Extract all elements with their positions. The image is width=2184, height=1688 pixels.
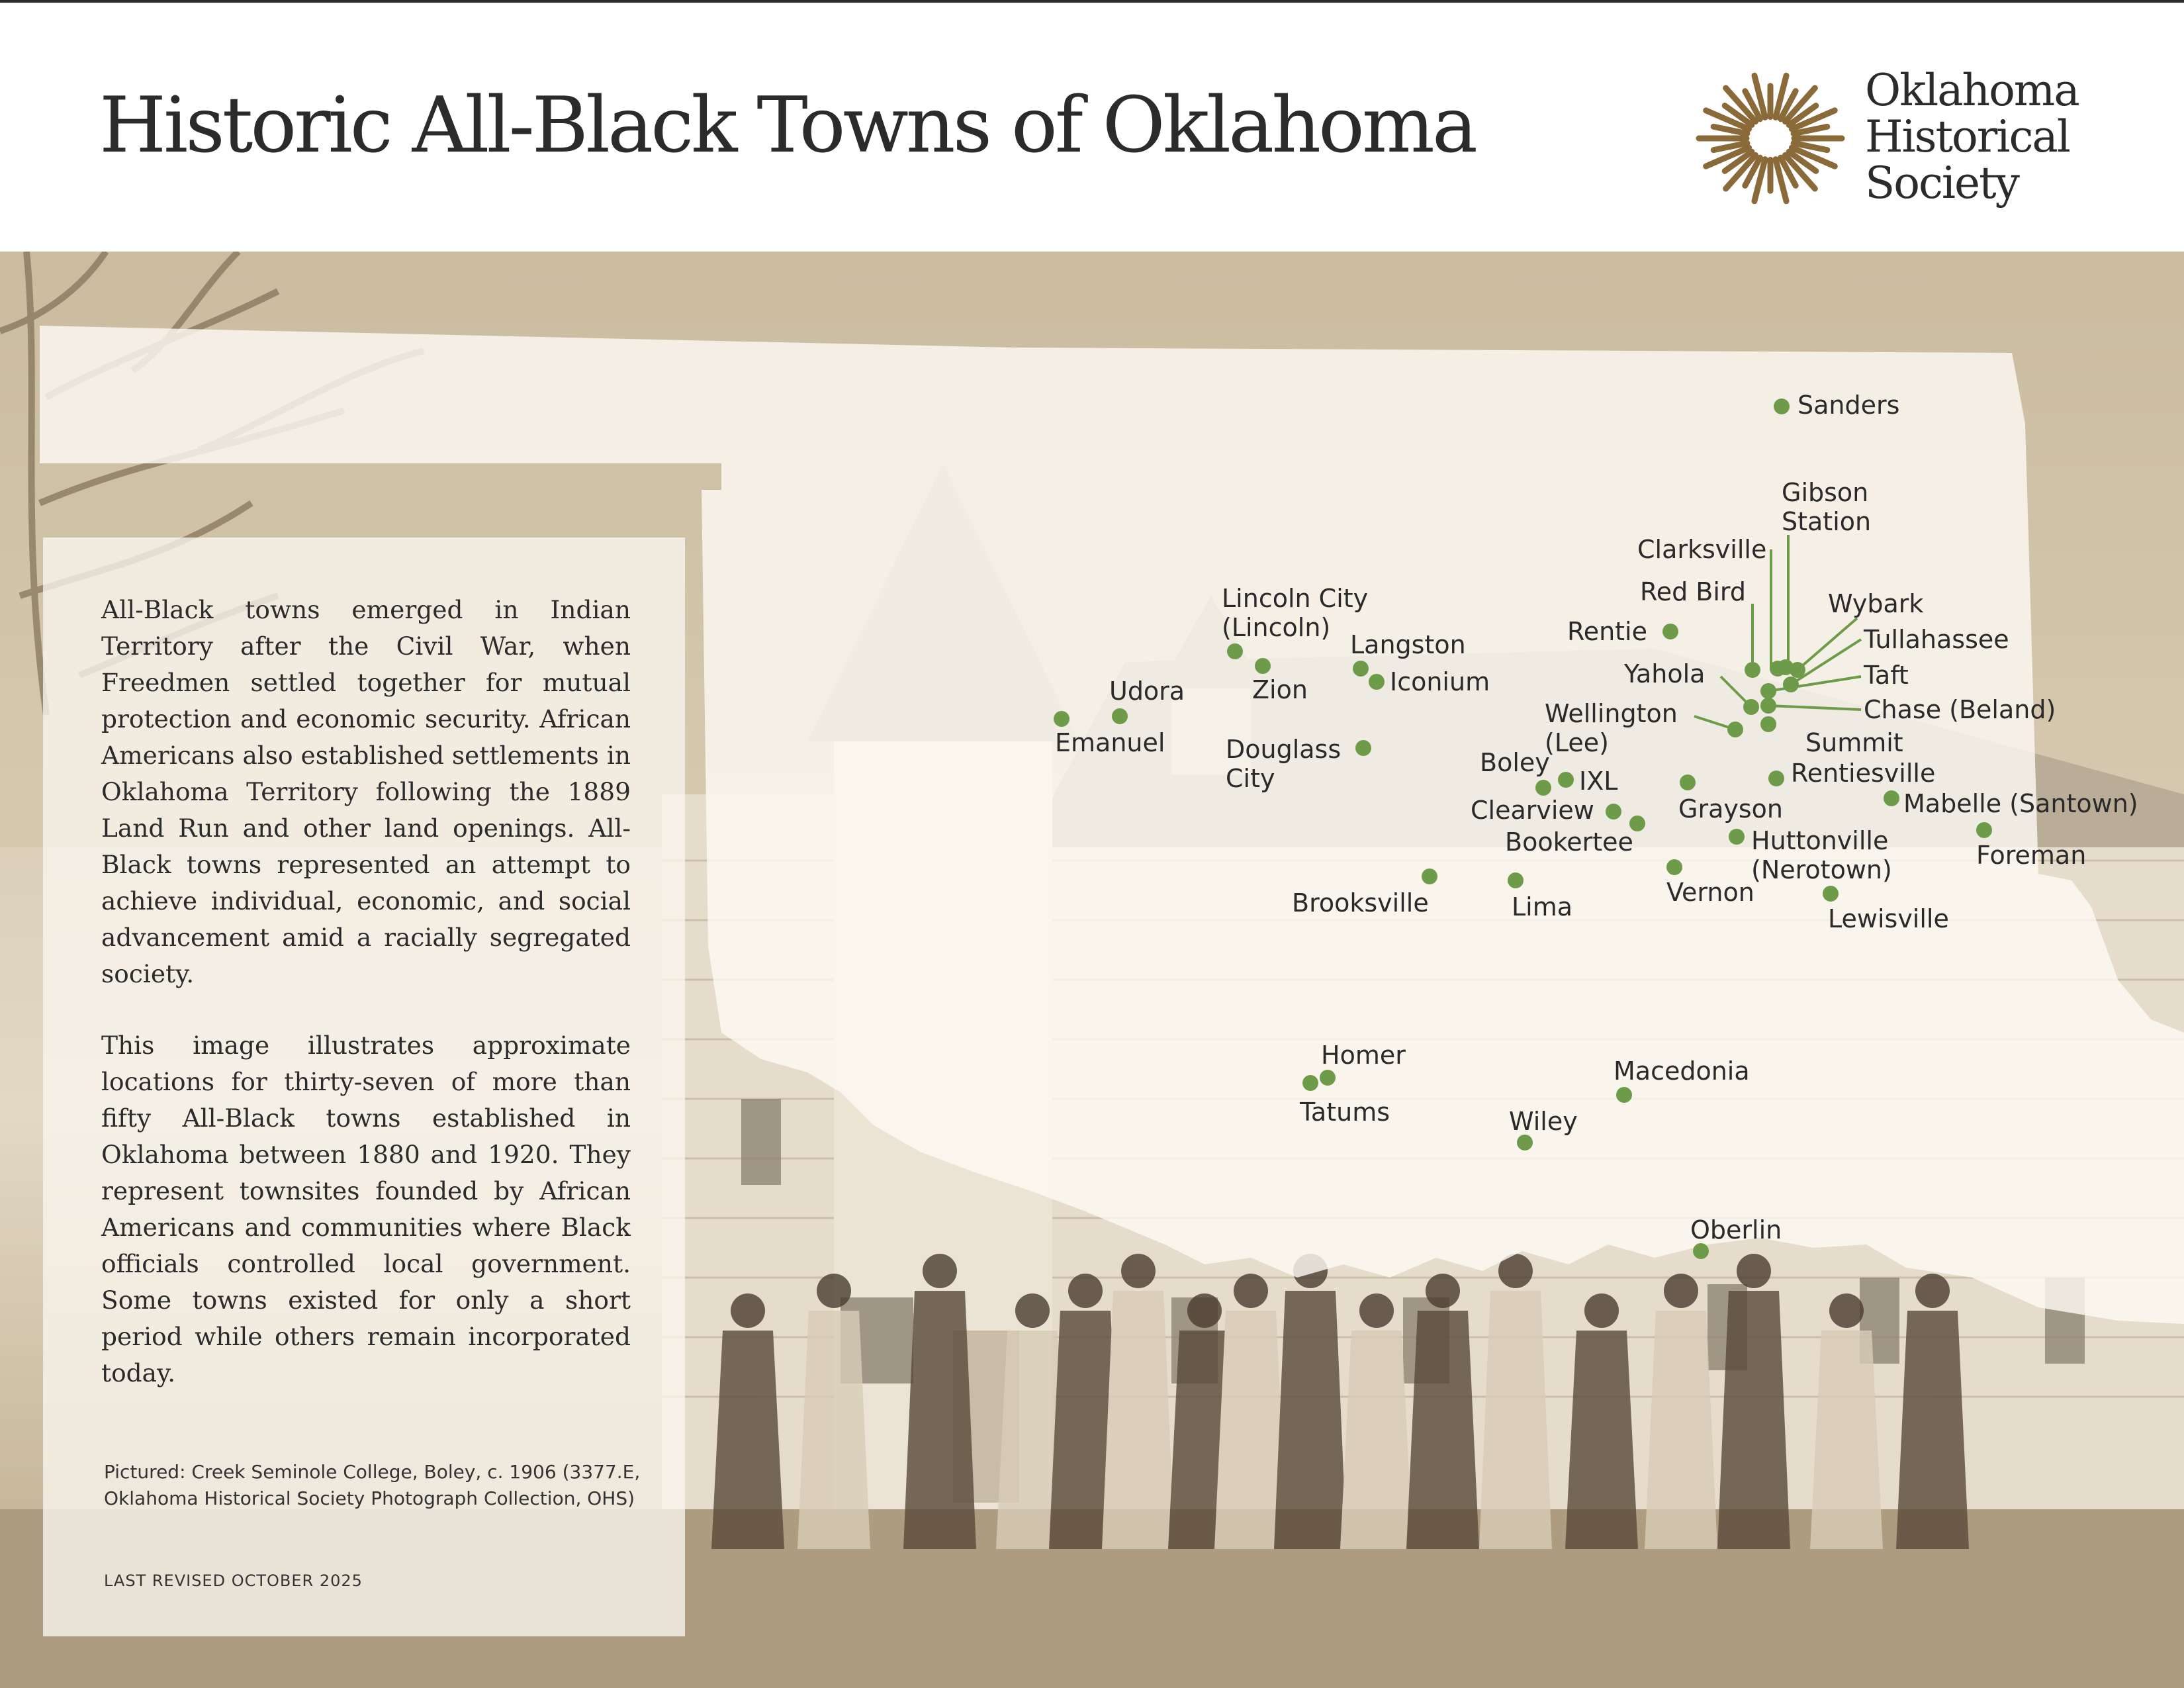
town-label-wybark: Wybark (1828, 589, 1924, 618)
town-label-clearview: Clearview (1471, 796, 1594, 825)
town-label-clarksville: Clarksville (1637, 535, 1767, 564)
town-marker-brooksville (1422, 868, 1437, 884)
town-marker-huttonville-nerotown (1729, 829, 1745, 845)
town-marker-foreman (1976, 822, 1992, 838)
logo-line: Society (1865, 158, 2019, 209)
town-label-douglass-city: Douglass City (1226, 735, 1342, 793)
town-label-brooksville: Brooksville (1292, 888, 1429, 917)
town-marker-vernon (1666, 859, 1682, 875)
town-marker-chase-beland (1760, 698, 1776, 714)
town-label-summit: Summit (1805, 728, 1903, 757)
logo-line: Historical (1865, 111, 2070, 162)
town-marker-clarksville (1770, 661, 1786, 677)
town-label-vernon: Vernon (1666, 878, 1754, 907)
town-label-taft: Taft (1864, 661, 1909, 690)
town-label-tatums: Tatums (1300, 1098, 1390, 1127)
town-marker-oberlin (1693, 1243, 1709, 1259)
town-marker-clearview (1606, 804, 1621, 820)
town-marker-rentie (1662, 624, 1678, 639)
town-marker-zion (1255, 658, 1271, 674)
town-label-macedonia: Macedonia (1614, 1056, 1750, 1086)
town-marker-grayson (1680, 774, 1696, 790)
town-label-lima: Lima (1512, 892, 1573, 921)
town-marker-summit (1760, 716, 1776, 732)
town-marker-wellington-lee (1727, 722, 1743, 737)
town-label-emanuel: Emanuel (1055, 728, 1165, 757)
town-label-oberlin: Oberlin (1690, 1215, 1782, 1244)
town-label-yahola: Yahola (1624, 659, 1706, 688)
town-label-huttonville-nerotown: Huttonville (Nerotown) (1751, 826, 1892, 884)
town-label-zion: Zion (1252, 675, 1308, 704)
town-label-sanders: Sanders (1797, 391, 1900, 420)
town-label-tullahassee: Tullahassee (1864, 625, 2009, 654)
intro-paragraph: This image illustrates approximate locations for thirty-seven of more than fifty All-Black towns established in Oklahoma between 1880 and 1920. They represent townsites founded by African Americans and communities where Black officials controlled local government. Some towns existed for only a short period while others remain incorporated today. (101, 1031, 631, 1387)
town-label-bookertee: Bookertee (1505, 827, 1633, 857)
town-label-boley: Boley (1480, 748, 1550, 777)
town-marker-wybark (1790, 662, 1805, 678)
town-label-lewisville: Lewisville (1828, 904, 1949, 933)
intro-text (101, 592, 631, 1427)
photo-caption: Pictured: Creek Seminole College, Boley, c. 1906 (3377.E, Oklahoma Historical Society Photograph Collection, OHS) (104, 1461, 641, 1509)
revision-date: LAST REVISED OCTOBER 2025 (104, 1571, 363, 1590)
town-marker-rentiesville (1768, 771, 1784, 786)
page-title: Historic All-Black Towns of Oklahoma (99, 81, 1476, 170)
town-marker-homer (1320, 1070, 1336, 1086)
town-marker-lima (1508, 872, 1524, 888)
town-marker-iconium (1369, 674, 1385, 690)
town-label-gibson-station: Gibson Station (1782, 478, 1872, 536)
town-label-mabelle-santown: Mabelle (Santown) (1903, 789, 2138, 818)
town-label-iconium: Iconium (1390, 667, 1490, 696)
town-label-homer: Homer (1321, 1041, 1406, 1070)
town-label-wellington-lee: Wellington (Lee) (1545, 699, 1678, 757)
town-marker-udora (1112, 708, 1128, 724)
town-label-grayson: Grayson (1678, 794, 1783, 823)
town-label-foreman: Foreman (1976, 841, 2087, 870)
town-marker-tatums (1302, 1075, 1318, 1091)
town-marker-douglass-city (1355, 740, 1371, 756)
town-label-red-bird: Red Bird (1640, 577, 1746, 606)
town-marker-mabelle-santown (1884, 790, 1899, 806)
town-marker-yahola (1743, 699, 1759, 715)
town-label-chase-beland: Chase (Beland) (1864, 695, 2056, 724)
town-label-rentie: Rentie (1567, 617, 1647, 646)
town-marker-tullahassee (1783, 677, 1799, 692)
town-marker-langston (1353, 661, 1369, 677)
town-label-ixl: IXL (1579, 767, 1618, 796)
town-marker-lewisville (1823, 886, 1839, 902)
town-marker-wiley (1517, 1135, 1533, 1150)
town-label-udora: Udora (1109, 677, 1185, 706)
town-marker-red-bird (1745, 662, 1760, 678)
town-label-lincoln-city-lincoln: Lincoln City (Lincoln) (1222, 584, 1369, 642)
town-marker-boley (1535, 780, 1551, 796)
intro-panel (43, 538, 685, 1636)
town-marker-ixl (1558, 772, 1574, 788)
town-marker-lincoln-city-lincoln (1227, 643, 1243, 659)
town-marker-macedonia (1616, 1087, 1632, 1103)
logo-line: Oklahoma (1865, 65, 2079, 116)
town-marker-taft (1760, 683, 1776, 699)
town-marker-emanuel (1054, 711, 1069, 727)
town-label-rentiesville: Rentiesville (1791, 759, 1936, 788)
town-marker-sanders (1774, 399, 1790, 414)
town-label-wiley: Wiley (1509, 1107, 1578, 1136)
intro-paragraph: All-Black towns emerged in Indian Territory after the Civil War, when Freedmen settled together for mutual protection and economic security. African Americans also established settlements in Oklahoma Territory following the 1889 Land Run and other land openings. All-Black towns represented an attempt to achieve individual, economic, and social advancement amid a racially segregated society. (101, 595, 631, 988)
town-label-langston: Langston (1350, 630, 1466, 659)
